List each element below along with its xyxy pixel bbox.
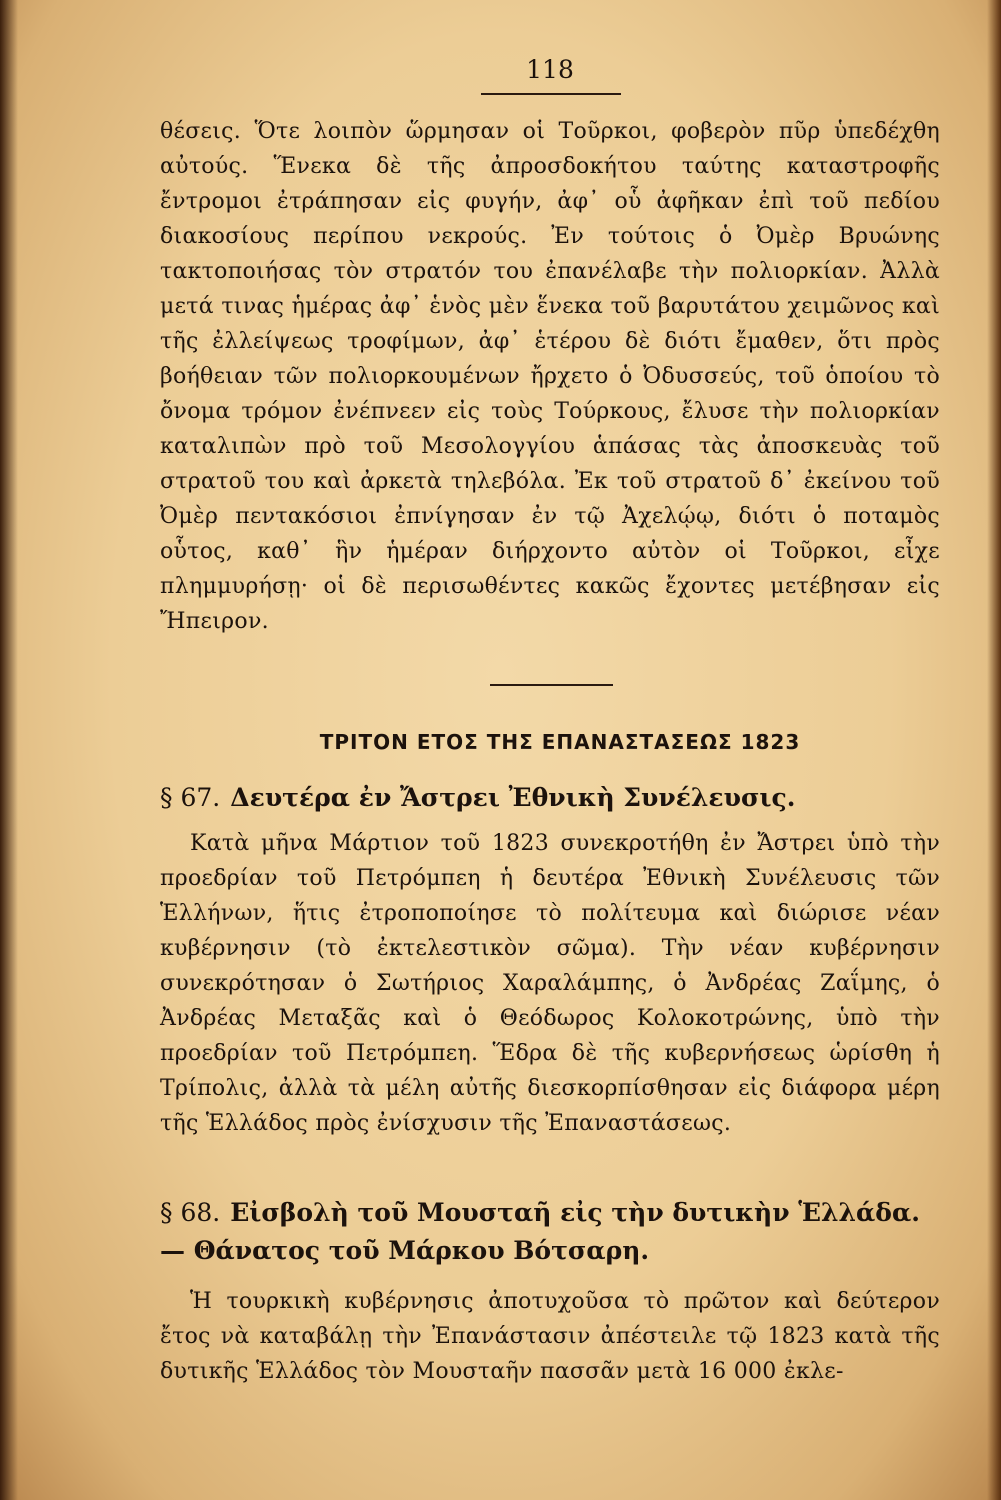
paragraph-section-67: Κατὰ μῆνα Μάρτιον τοῦ 1823 συνεκροτήθη ἐν Ἄστρει ὑπὸ τὴν προεδρίαν τοῦ Πετρόμπεη ἡ δευτέρα Ἐθνικὴ Συνέλευσις τῶν Ἑλλήνων, ἥτις ἐτροποποίησε τὸ πολίτευμα καὶ διώρισε νέαν κυβέρνησιν (τὸ ἐκτελεστικὸν σῶμα). Τὴν νέαν κυβέρνησιν συνεκρότησαν ὁ Σωτήριος Χαραλάμπης, ὁ Ἀνδρέας Ζαΐμης, ὁ Ἀνδρέας Μεταξᾶς καὶ ὁ Θεόδωρος Κολοκοτρώνης, ὑπὸ τὴν προεδρίαν τοῦ Πετρόμπεη. Ἕδρα δὲ τῆς κυβερνήσεως ὡρίσθη ἡ Τρίπολις, ἀλλὰ τὰ μέλη αὐτῆς διεσκορπίσθησαν εἰς διάφορα μέρη τῆς Ἑλλάδος πρὸς ἐνίσχυσιν τῆς Ἐπαναστάσεως. — [160, 831, 940, 1136]
section-number: § 68. — [160, 1198, 221, 1227]
section-divider — [490, 684, 613, 686]
section-number: § 67. — [160, 783, 221, 812]
header-rule — [481, 93, 621, 95]
part-heading: ΤΡΙΤΟΝ ΕΤΟΣ ΤΗΣ ΕΠΑΝΑΣΤΑΣΕΩΣ 1823 — [319, 730, 801, 754]
section-heading-68 — [160, 1194, 940, 1270]
section-heading-67 — [160, 779, 940, 817]
section-title: Δευτέρα ἐν Ἄστρει Ἐθνικὴ Συνέλευσις. — [230, 783, 796, 812]
section-title: Εἰσβολὴ τοῦ Μουσταῆ εἰς τὴν δυτικὴν Ἑλλάδα.— Θάνατος τοῦ Μάρκου Βότσαρη. — [160, 1198, 920, 1265]
paragraph-section-68: Ἡ τουρκικὴ κυβέρνησις ἀποτυχοῦσα τὸ πρῶτον καὶ δεύτερον ἔτος νὰ καταβάλῃ τὴν Ἐπανάστασιν ἀπέστειλε τῷ 1823 κατὰ τῆς δυτικῆς Ἑλλάδος τὸν Μουσταῆν πασσᾶν μετὰ 16 000 ἐκλε- — [160, 1289, 940, 1384]
paragraph-continuation: θέσεις. Ὅτε λοιπὸν ὥρμησαν οἱ Τοῦρκοι, φοβερὸν πῦρ ὑπεδέχθη αὐτούς. Ἕνεκα δὲ τῆς ἀπροσδοκήτου ταύτης καταστροφῆς ἔντρομοι ἐτράπησαν εἰς φυγήν, ἀφ᾽ οὗ ἀφῆκαν ἐπὶ τοῦ πεδίου διακοσίους περίπου νεκρούς. Ἐν τούτοις ὁ Ὀμὲρ Βρυώνης τακτοποιήσας τὸν στρατόν του ἐπανέλαβε τὴν πολιορκίαν. Ἀλλὰ μετά τινας ἡμέρας ἀφ᾽ ἑνὸς μὲν ἕνεκα τοῦ βαρυτάτου χειμῶνος καὶ τῆς ἐλλείψεως τροφίμων, ἀφ᾽ ἑτέρου δὲ διότι ἔμαθεν, ὅτι πρὸς βοήθειαν τῶν πολιορκουμένων ἤρχετο ὁ Ὀδυσσεύς, τοῦ ὁποίου τὸ ὄνομα τρόμον ἐνέπνεεν εἰς τοὺς Τούρκους, ἔλυσε τὴν πολιορκίαν καταλιπὼν πρὸ τοῦ Μεσολογγίου ἁπάσας τὰς ἀποσκευὰς τοῦ στρατοῦ του καὶ ἀρκετὰ τηλεβόλα. Ἐκ τοῦ στρατοῦ δ᾽ ἐκείνου τοῦ Ὀμὲρ πεντακόσιοι ἐπνίγησαν ἐν τῷ Ἀχελῴῳ, διότι ὁ ποταμὸς οὗτος, καθ᾽ ἣν ἡμέραν διήρχοντο αὐτὸν οἱ Τοῦρκοι, εἶχε πλημμυρήσῃ· οἱ δὲ περισωθέντες κακῶς ἔχοντες μετέβησαν εἰς Ἤπειρον. — [160, 119, 940, 634]
page-edge-shadow-right — [987, 0, 1001, 1500]
page-edge-shadow-left — [0, 0, 18, 1500]
page-number: 118 — [526, 55, 574, 84]
